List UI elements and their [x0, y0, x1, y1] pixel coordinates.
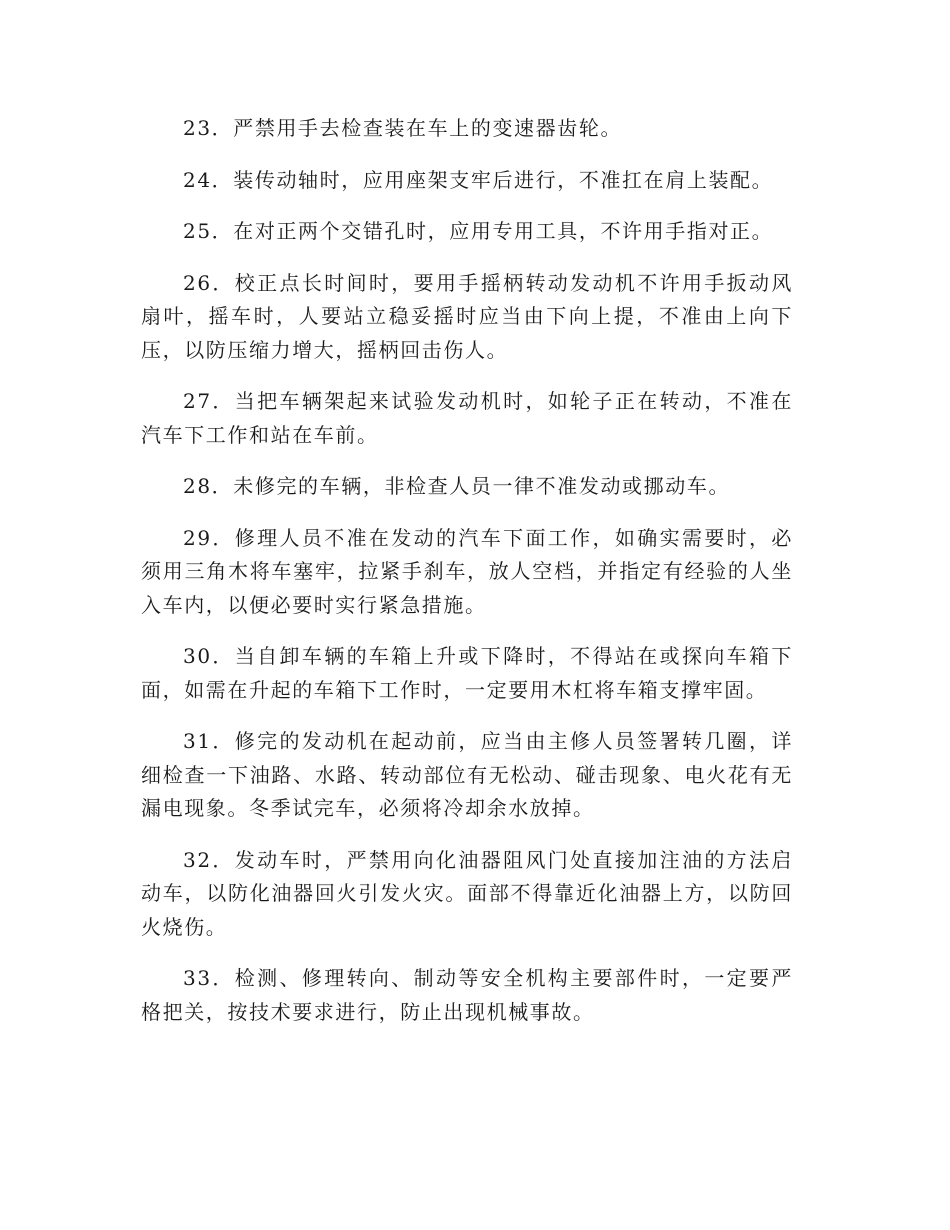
rule-item-30: 30．当自卸车辆的车箱上升或下降时，不得站在或探向车箱下面，如需在升起的车箱下工作时，一定要用木杠将车箱支撑牢固。	[141, 644, 793, 702]
rule-item-23: 23．严禁用手去检查装在车上的变速器齿轮。	[183, 116, 623, 140]
rule-item-31: 31．修完的发动机在起动前，应当由主修人员签署转几圈，详细检查一下油路、水路、转动部位有无松动、碰击现象、电火花有无漏电现象。冬季试完车，必须将冷却余水放掉。	[141, 729, 793, 820]
rule-item-32: 32．发动车时，严禁用向化油器阻风门处直接加注油的方法启动车，以防化油器回火引发火灾。面部不得靠近化油器上方，以防回火烧伤。	[141, 847, 793, 939]
rule-item-24: 24．装传动轴时，应用座架支牢后进行，不准扛在肩上装配。	[183, 167, 774, 192]
rule-item-27: 27．当把车辆架起来试验发动机时，如轮子正在转动，不准在汽车下工作和站在车前。	[141, 389, 793, 447]
rule-item-26: 26．校正点长时间时，要用手摇柄转动发动机不许用手扳动风扇叶，摇车时，人要站立稳妥摇时应当由下向上提，不准由上向下压，以防压缩力增大，摇柄回击伤人。	[141, 270, 793, 362]
rule-item-33: 33．检测、修理转向、制动等安全机构主要部件时，一定要严格把关，按技术要求进行，防止出现机械事故。	[141, 966, 793, 1024]
rule-item-28: 28．未修完的车辆，非检查人员一律不准发动或挪动车。	[183, 474, 731, 498]
rule-item-25: 25．在对正两个交错孔时，应用专用工具，不许用手指对正。	[183, 219, 774, 243]
rule-item-29: 29．修理人员不准在发动的汽车下面工作，如确实需要时，必须用三角木将车塞牢，拉紧手刹车，放人空档，并指定有经验的人坐入车内，以便必要时实行紧急措施。	[141, 525, 793, 617]
